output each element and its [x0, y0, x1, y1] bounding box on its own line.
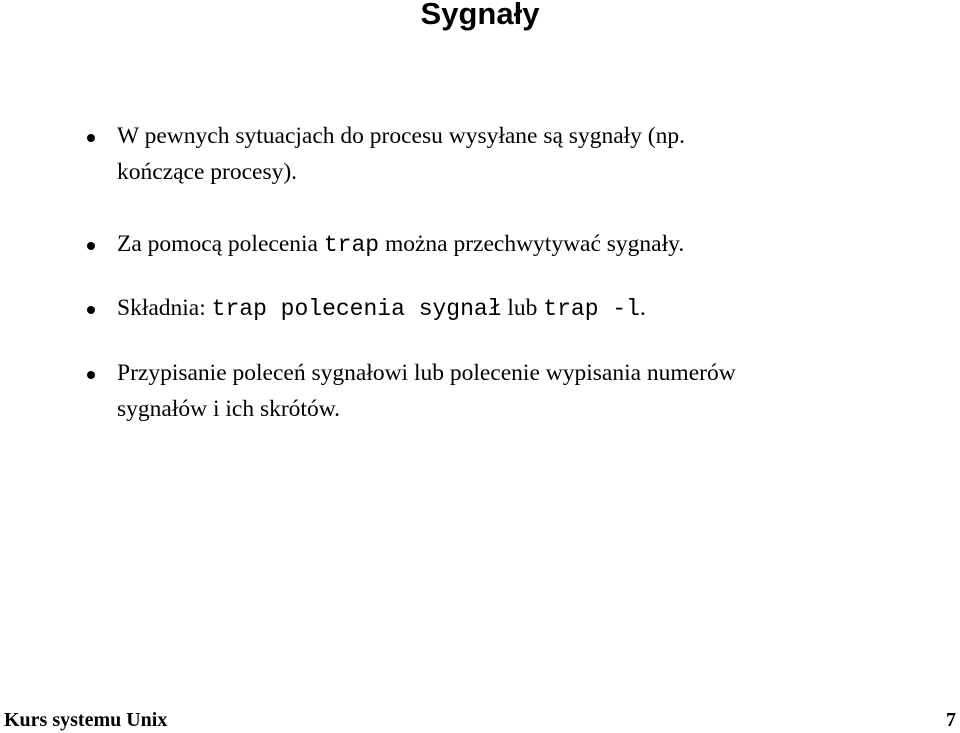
bullet-text: lub: [501, 295, 544, 321]
bullet-item-assign-commands: [117, 355, 897, 427]
bullet-item-trap-command: [117, 226, 897, 263]
bullet-text: .: [639, 295, 646, 321]
bullet-text-line: W pewnych sytuacjach do procesu wysyłane są sygnały (np.: [117, 123, 685, 149]
footer-course-name: Kurs systemu Unix: [4, 709, 168, 731]
bullet-item-syntax: [117, 290, 897, 327]
bullet-text-line: kończące procesy).: [117, 159, 298, 185]
footer-page-number: 7: [946, 709, 956, 731]
bullet-text-line: sygnałów i ich skrótów.: [117, 396, 341, 422]
bullet-text: można przechwytywać sygnały.: [379, 231, 685, 257]
bullet-dot-icon: [87, 134, 95, 142]
code-trap: trap: [323, 232, 380, 258]
code-trap-list: trap -l: [543, 296, 640, 322]
code-trap-syntax: trap polecenia sygnał: [211, 296, 502, 322]
bullet-dot-icon: [87, 242, 95, 250]
bullet-text: Za pomocą polecenia: [117, 231, 324, 257]
bullet-text-line: Przypisanie poleceń sygnałowi lub polecenie wypisania numerów: [117, 360, 736, 386]
bullet-text: Składnia:: [117, 295, 212, 321]
bullet-dot-icon: [87, 306, 95, 314]
bullet-dot-icon: [87, 371, 95, 379]
slide-title: Sygnały: [420, 0, 540, 31]
bullet-item-signals-sent: [117, 118, 897, 190]
